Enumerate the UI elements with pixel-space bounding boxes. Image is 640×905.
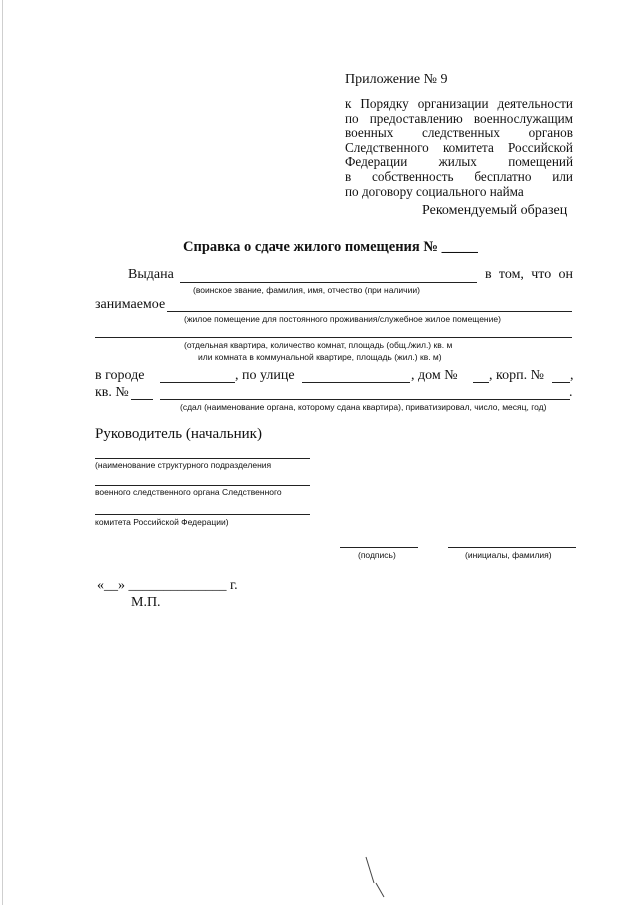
date-day-blank: __ bbox=[104, 578, 118, 593]
head-label: Руководитель (начальник) bbox=[95, 426, 262, 442]
period: . bbox=[569, 385, 573, 400]
date-row bbox=[97, 578, 238, 594]
appendix-line: Федерации жилых помещений bbox=[345, 154, 573, 170]
occupies-line bbox=[167, 311, 572, 312]
date-open-quote: « bbox=[97, 578, 104, 593]
comma: , bbox=[570, 368, 574, 383]
appendix-description bbox=[345, 97, 573, 199]
head-line-2 bbox=[95, 485, 310, 486]
issued-hint: (воинское звание, фамилия, имя, отчество (при наличии) bbox=[193, 285, 420, 295]
handover-line bbox=[160, 399, 570, 400]
occupies-hint: (жилое помещение для постоянного проживания/служебное жилое помещение) bbox=[184, 314, 501, 324]
occupies-label: занимаемое bbox=[95, 297, 166, 312]
appendix-line: к Порядку организации деятельности bbox=[345, 96, 573, 111]
appendix-line: в собственность бесплатно или bbox=[345, 168, 573, 184]
house-line bbox=[473, 382, 489, 383]
flat-line bbox=[131, 399, 153, 400]
issued-tail: в том, что он bbox=[485, 267, 573, 282]
pen-mark-icon bbox=[360, 855, 390, 900]
stamp-label: М.П. bbox=[131, 595, 161, 610]
handover-hint: (сдал (наименование органа, которому сдана квартира), приватизировал, число, месяц, год) bbox=[180, 402, 547, 412]
street-line bbox=[302, 382, 410, 383]
appendix-line: военных следственных органов bbox=[345, 125, 573, 141]
signature-line bbox=[340, 547, 418, 548]
apartment-hint-1: (отдельная квартира, количество комнат, площадь (общ./жил.) кв. м bbox=[184, 340, 453, 350]
date-month-blank: ______________ bbox=[128, 578, 227, 593]
date-close-quote: » bbox=[118, 578, 125, 593]
apartment-hint-2: или комната в коммунальной квартире, площадь (жил.) кв. м) bbox=[198, 352, 442, 362]
street-label: , по улице bbox=[235, 368, 295, 383]
head-line-3 bbox=[95, 514, 310, 515]
city-label: в городе bbox=[95, 368, 145, 383]
building-label: , корп. № bbox=[489, 368, 544, 383]
apartment-line bbox=[95, 337, 572, 338]
city-line bbox=[160, 382, 235, 383]
appendix-line: по договору социального найма bbox=[345, 183, 524, 199]
head-line-1 bbox=[95, 458, 310, 459]
sample-label: Рекомендуемый образец bbox=[422, 203, 568, 218]
issued-name-line bbox=[180, 282, 477, 283]
building-line bbox=[552, 382, 570, 383]
signature-hint: (подпись) bbox=[358, 550, 396, 560]
appendix-line: по предоставлению военнослужащим bbox=[345, 110, 573, 126]
document-title: Справка о сдаче жилого помещения № _____ bbox=[183, 239, 478, 255]
appendix-line: Следственного комитета Российской bbox=[345, 139, 573, 155]
head-hint-2: военного следственного органа Следственного bbox=[95, 487, 282, 497]
date-year-suffix: г. bbox=[230, 578, 238, 593]
issued-label: Выдана bbox=[128, 267, 174, 282]
appendix-title: Приложение № 9 bbox=[345, 72, 448, 87]
head-hint-3: комитета Российской Федерации) bbox=[95, 517, 229, 527]
head-hint-1: (наименование структурного подразделения bbox=[95, 460, 272, 470]
name-line bbox=[448, 547, 576, 548]
page-scan-edge bbox=[2, 0, 3, 905]
name-hint: (инициалы, фамилия) bbox=[465, 550, 552, 560]
house-label: , дом № bbox=[411, 368, 458, 383]
flat-label: кв. № bbox=[95, 385, 129, 400]
